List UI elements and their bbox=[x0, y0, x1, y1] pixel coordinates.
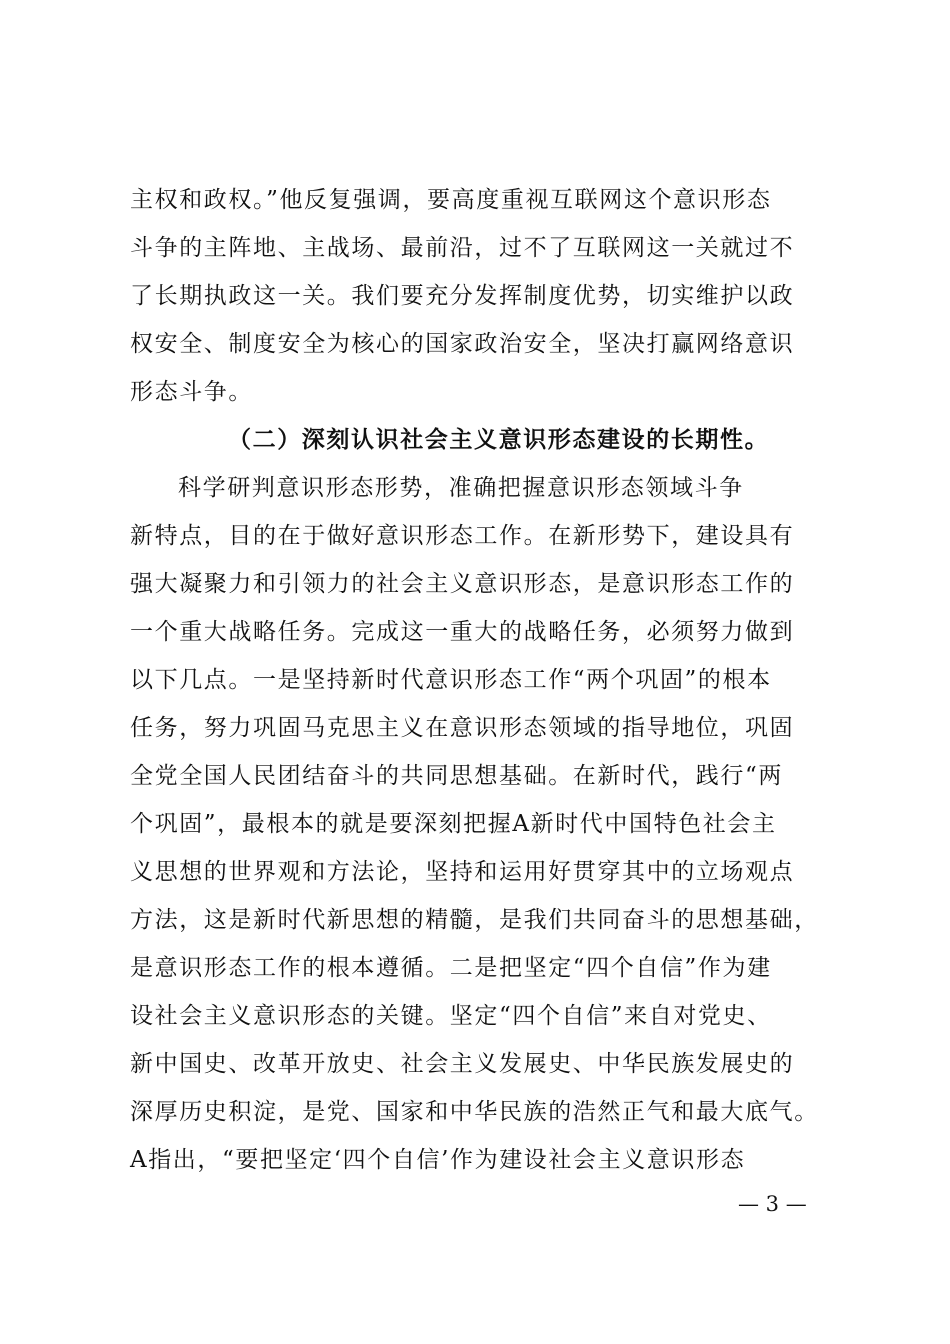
body-text-line: 新中国史、改革开放史、社会主义发展史、中华民族发展史的 bbox=[130, 1051, 795, 1077]
body-text-line: 以下几点。一是坚持新时代意识形态工作“两个巩固”的根本 bbox=[130, 667, 772, 693]
body-text-line: 新特点，目的在于做好意识形态工作。在新形势下，建设具有 bbox=[130, 523, 795, 549]
body-text-line: 斗争的主阵地、主战场、最前沿，过不了互联网这一关就过不 bbox=[130, 235, 795, 261]
body-text-line: 义思想的世界观和方法论，坚持和运用好贯穿其中的立场观点 bbox=[130, 859, 795, 885]
body-text-line: 方法，这是新时代新思想的精髓，是我们共同奋斗的思想基础， bbox=[130, 907, 819, 933]
body-text-line: 了长期执政这一关。我们要充分发挥制度优势，切实维护以政 bbox=[130, 283, 795, 309]
body-text-line: 权安全、制度安全为核心的国家政治安全，坚决打赢网络意识 bbox=[130, 331, 795, 357]
body-text-line: 深厚历史积淀，是党、国家和中华民族的浩然正气和最大底气。 bbox=[130, 1099, 819, 1125]
page-number: — 3 — bbox=[738, 1192, 807, 1216]
body-text-line: A指出，“要把坚定‘四个自信’作为建设社会主义意识形态 bbox=[130, 1147, 746, 1173]
section-heading: （二）深刻认识社会主义意识形态建设的长期性。 bbox=[228, 426, 770, 453]
body-text-line: 任务，努力巩固马克思主义在意识形态领域的指导地位，巩固 bbox=[130, 715, 795, 741]
body-text-line: 全党全国人民团结奋斗的共同思想基础。在新时代，践行“两 bbox=[130, 763, 783, 789]
body-text-line: 强大凝聚力和引领力的社会主义意识形态，是意识形态工作的 bbox=[130, 571, 795, 597]
body-text-line: 主权和政权。”他反复强调，要高度重视互联网这个意识形态 bbox=[130, 187, 772, 213]
body-text-line: 科学研判意识形态形势，准确把握意识形态领域斗争 bbox=[178, 475, 744, 501]
body-text-line: 设社会主义意识形态的关键。坚定“四个自信”来自对党史、 bbox=[130, 1003, 772, 1029]
body-text-line: 个巩固”，最根本的就是要深刻把握A新时代中国特色社会主 bbox=[130, 811, 777, 837]
body-text-line: 形态斗争。 bbox=[130, 379, 253, 405]
body-text-line: 一个重大战略任务。完成这一重大的战略任务，必须努力做到 bbox=[130, 619, 795, 645]
body-text-line: 是意识形态工作的根本遵循。二是把坚定“四个自信”作为建 bbox=[130, 955, 772, 981]
